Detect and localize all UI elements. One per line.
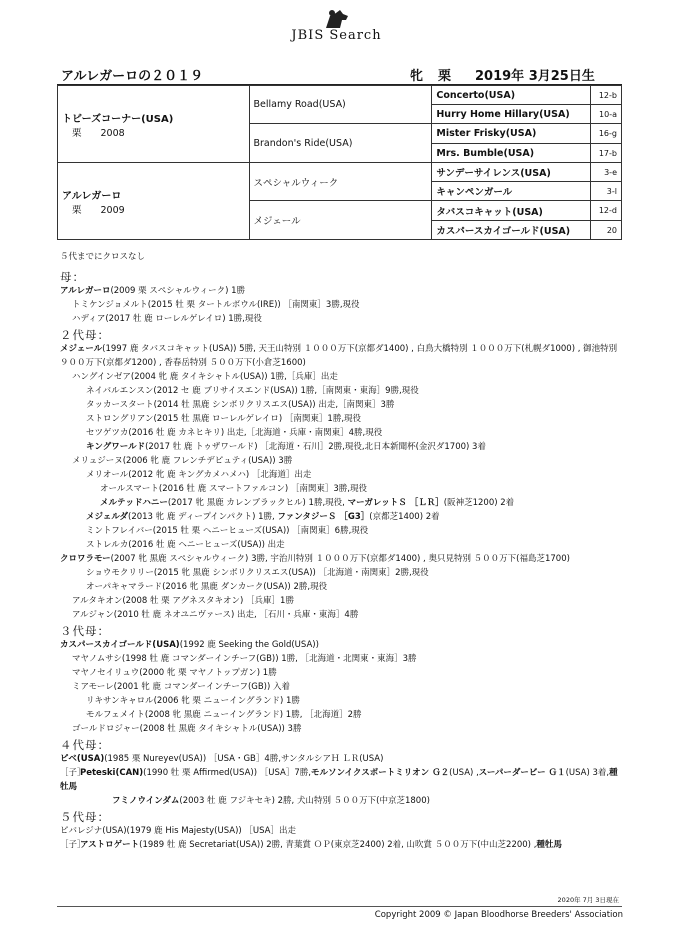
race-name: スーパーダービー Ｇ１: [478, 768, 566, 778]
record-text: (USA) 3着,: [565, 768, 610, 778]
record-line: ハングインゼア(2004 牝 鹿 タイキシャトル(USA)) 1勝,［兵庫］出走: [72, 372, 338, 382]
record-line: アルジャン(2010 牡 鹿 ネオユニヴァース) 出走, ［石川・兵庫・東海］4勝: [72, 610, 359, 620]
dam-name[interactable]: アルレガーロ: [62, 190, 122, 202]
ped-name[interactable]: タバスコキャット(USA): [436, 206, 543, 218]
record-line: セツゲツカ(2016 牡 鹿 カネヒキリ) 出走,［北海道・兵庫・南関東］4勝,現役: [86, 428, 383, 438]
record-line: オールスマート(2016 牡 鹿 スマートファルコン) ［南関東］3勝,現役: [100, 484, 367, 494]
record-line: モルフェメイト(2008 牝 黒鹿 ニューイングランド) 1勝, ［北海道］2勝: [86, 710, 362, 720]
horse-link[interactable]: フミノウインダム: [112, 796, 180, 806]
record-line: ハディア(2017 牡 鹿 ローレルゲレイロ) 1勝,現役: [72, 314, 262, 324]
child-marker: ［子］: [60, 768, 86, 778]
ped-name[interactable]: Concerto(USA): [436, 89, 516, 101]
record-text: (2009 栗 スペシャルウィーク) 1勝: [110, 286, 246, 296]
section-4th-dam: ４代母：: [60, 738, 110, 752]
horse-link[interactable]: アストロゲート: [80, 840, 140, 850]
horse-link[interactable]: カスパースカイゴールド(USA): [60, 640, 180, 650]
horse-link[interactable]: ピベ(USA): [60, 754, 105, 764]
ped-name[interactable]: サンデーサイレンス(USA): [436, 168, 551, 179]
jbis-logo: [0, 8, 673, 48]
horse-link[interactable]: メジェール: [60, 344, 103, 354]
dam-sire-name[interactable]: スペシャルウィーク: [249, 163, 432, 201]
record-text: (2017 牝 黒鹿 カレンブラックヒル) 1勝,現役,: [167, 498, 348, 508]
record-text: (2013 牝 鹿 ディープインパクト) 1勝,: [128, 512, 278, 522]
record-line: [60, 752, 620, 766]
family-code: 12-b: [591, 86, 622, 105]
record-text: (1989 牡 鹿 Secretariat(USA)) 2勝, 青葉賞 ＯＰ(東京芝2400) 2着, 山吹賞 ５００万下(中山芝2200) ,: [139, 840, 537, 850]
copyright: Copyright 2009 © Japan Bloodhorse Breeders' Association: [374, 910, 623, 920]
sire-sire-name[interactable]: Bellamy Road(USA): [249, 86, 432, 124]
horse-birthdate: 2019年 3月25日生: [475, 69, 595, 84]
record-line: [60, 342, 620, 370]
record-text: (京都芝1400) 2着: [369, 512, 440, 522]
dam-cell: [58, 163, 250, 240]
horse-link[interactable]: キングワールド: [86, 442, 146, 452]
ped-name[interactable]: Mrs. Bumble(USA): [436, 147, 535, 159]
family-code: 16-g: [591, 124, 622, 144]
family-code: 12-d: [591, 201, 622, 221]
record-text: (2007 牝 黒鹿 スペシャルウィーク) 3勝, 宇治川特別 １０００万下(京都ダ1400) , 奥只見特別 ５００万下(福島芝1700): [110, 554, 570, 564]
family-code: 10-a: [591, 105, 622, 124]
horse-link[interactable]: メジェルダ: [86, 512, 128, 522]
family-record: [60, 268, 620, 852]
record-text: (1992 鹿 Seeking the Gold(USA)): [179, 640, 319, 650]
record-line: アルタキオン(2008 牡 栗 アグネスタキオン) ［兵庫］1勝: [72, 596, 294, 606]
record-line: ストロングリアン(2015 牡 黒鹿 ローレルゲレイロ) ［南関東］1勝,現役: [86, 414, 362, 424]
record-line: タッカースタート(2014 牡 黒鹿 シンボリクリスエス(USA)) 出走,［南関東］3勝: [86, 400, 395, 410]
record-line: [60, 284, 620, 298]
sire-dam-name[interactable]: Brandon's Ride(USA): [249, 124, 432, 163]
record-line: [60, 440, 620, 454]
stallion-label: 種牡馬: [536, 840, 562, 850]
horse-link[interactable]: クロワラモー: [60, 554, 111, 564]
record-line: ピバレジナ(USA)(1979 鹿 His Majesty(USA)) ［USA］出走: [60, 826, 296, 836]
record-text: (1990 牡 栗 Affirmed(USA)) ［USA］7勝,: [143, 768, 311, 778]
record-text: (2017 牡 鹿 トゥザワールド) ［北海道・石川］2勝,現役,北日本新聞杯(金沢ダ1700) 3着: [145, 442, 486, 452]
section-3rd-dam: ３代母：: [60, 624, 110, 638]
as-of-date: 2020年 7月 3日現在: [557, 896, 619, 904]
record-line: ミントフレイバー(2015 牡 栗 ヘニーヒューズ(USA)) ［南関東］6勝,現役: [86, 526, 369, 536]
ped-name[interactable]: Hurry Home Hillary(USA): [436, 108, 570, 120]
section-dam: 母：: [60, 270, 85, 284]
ped-name[interactable]: カスパースカイゴールド(USA): [436, 226, 571, 237]
race-name: モルソンイクスポートミリオン Ｇ２: [310, 768, 450, 778]
family-code: 20: [591, 221, 622, 240]
horse-sex: 牝: [410, 69, 424, 84]
record-line: マヤノセイリュウ(2000 牝 栗 マヤノトップガン) 1勝: [72, 668, 277, 678]
record-line: [60, 496, 620, 510]
page-header: [57, 62, 622, 85]
footer-divider: [57, 906, 622, 907]
record-line: リキサンキャロル(2006 牝 栗 ニューイングランド) 1勝: [86, 696, 300, 706]
record-text: (1985 栗 Nureyev(USA)) ［USA・GB］4勝,サンタルシアＨ ＬＲ(USA): [104, 754, 384, 764]
sire-cell: [58, 86, 250, 163]
family-code: 17-b: [591, 144, 622, 163]
record-line: [60, 552, 620, 566]
record-line: [60, 838, 620, 852]
record-text: (1997 鹿 タバスコキャット(USA)) 5勝, 天王山特別 １０００万下(京都ダ1400) , 白鳥大橋特別 １０００万下(札幌ダ1000) , 御池特別 ９００万下(京都ダ1200) , 香春岳特別 ５００万下(小倉芝1600): [60, 344, 618, 368]
horse-color: 栗: [438, 69, 452, 84]
ped-name[interactable]: Mister Frisky(USA): [436, 128, 537, 139]
race-name: マーガレットＳ ［ＬＲ］: [347, 498, 444, 508]
ped-name[interactable]: キャンペンガール: [436, 187, 513, 198]
section-5th-dam: ５代母：: [60, 810, 110, 824]
record-line: ゴールドロジャー(2008 牡 黒鹿 タイキシャトル(USA)) 3勝: [72, 724, 302, 734]
record-line: [60, 510, 620, 524]
race-name: ファンタジーＳ ［G3］: [277, 512, 370, 522]
horse-link[interactable]: アルレガーロ: [60, 286, 111, 296]
stallion-label: 種牡馬: [60, 768, 618, 792]
record-line: オーパキャマラード(2016 牝 黒鹿 ダンカーク(USA)) 2勝,現役: [86, 582, 328, 592]
record-line: [60, 766, 620, 794]
record-text: (阪神芝1200) 2着: [443, 498, 515, 508]
record-line: ミアモーレ(2001 牝 鹿 コマンダーインチーフ(GB)) 入着: [72, 682, 291, 692]
pedigree-table: [57, 85, 622, 240]
dam-dam-name[interactable]: メジェール: [249, 201, 432, 240]
record-text: (USA) ,: [449, 768, 479, 778]
record-line: [60, 638, 620, 652]
cross-note: ５代までにクロスなし: [60, 252, 146, 262]
family-code: 3-l: [591, 182, 622, 201]
child-marker: ［子］: [60, 840, 86, 850]
record-line: ショウモクリリー(2015 牝 黒鹿 シンボリクリスエス(USA)) ［北海道・南関東］2勝,現役: [86, 568, 429, 578]
sire-sub: 栗 2008: [72, 127, 125, 139]
record-line: トミケンジョメルト(2015 牡 栗 タートルボウル(IRE)) ［南関東］3勝,現役: [72, 300, 360, 310]
family-code: 3-e: [591, 163, 622, 182]
logo-text: JBIS Search: [291, 28, 382, 43]
horse-logo-icon: [320, 8, 354, 30]
horse-link[interactable]: Peteski(CAN): [80, 768, 144, 778]
sire-name[interactable]: トビーズコーナー(USA): [62, 113, 174, 125]
record-line: ストレルカ(2016 牡 鹿 ヘニーヒューズ(USA)) 出走: [86, 540, 285, 550]
section-2nd-dam: ２代母：: [60, 328, 110, 342]
horse-link[interactable]: メルテッドハニー: [100, 498, 168, 508]
horse-name-title: アルレガーロの２０１９: [61, 69, 204, 84]
record-line: メリュジーヌ(2006 牝 鹿 フレンチデピュティ(USA)) 3勝: [72, 456, 293, 466]
record-line: ネイバルエンスン(2012 セ 鹿 ブリサイスエンド(USA)) 1勝,［南関東・東海］9勝,現役: [86, 386, 419, 396]
record-line: [60, 794, 620, 808]
record-text: (2003 牡 鹿 フジキセキ) 2勝, 犬山特別 ５００万下(中京芝1800): [179, 796, 430, 806]
record-line: マヤノムサシ(1998 牡 鹿 コマンダーインチーフ(GB)) 1勝, ［北海道・北関東・東海］3勝: [72, 654, 417, 664]
dam-sub: 栗 2009: [72, 204, 125, 216]
record-line: メリオール(2012 牝 鹿 キングカメハメハ) ［北海道］出走: [86, 470, 312, 480]
